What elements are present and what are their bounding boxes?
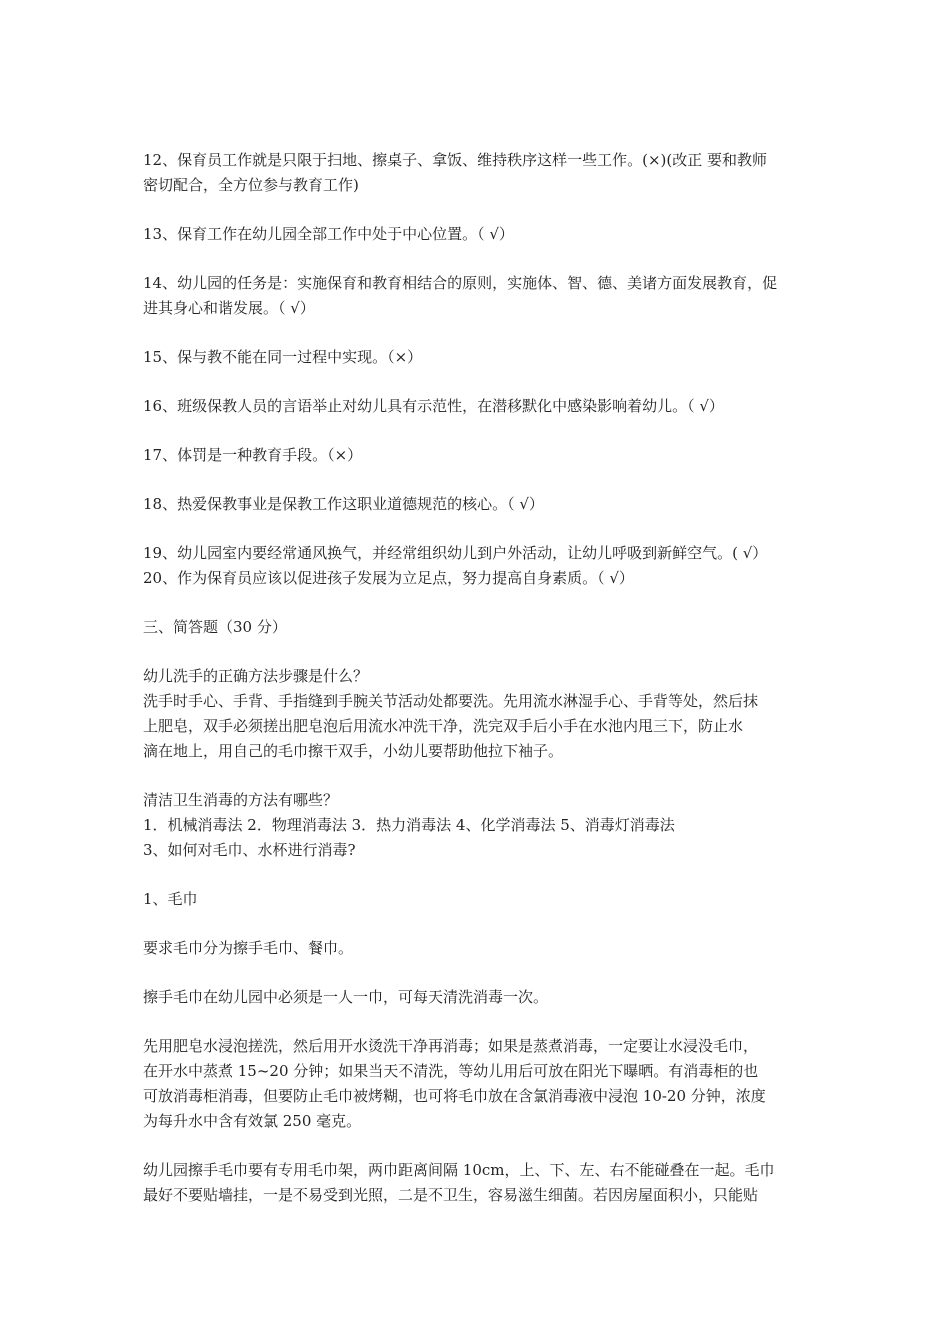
text-line: 20、作为保育员应该以促进孩子发展为立足点，努力提高自身素质。（ √） <box>143 569 634 587</box>
text-line: 1、毛巾 <box>143 890 198 908</box>
section-heading <box>143 615 808 640</box>
text-line: 三、简答题（30 分） <box>143 618 287 636</box>
text-line: 在开水中蒸煮 15~20 分钟；如果当天不清洗，等幼儿用后可放在阳光下曝晒。有消毒柜的也 <box>143 1062 759 1080</box>
text-line: 先用肥皂水浸泡搓洗，然后用开水烫洗干净再消毒；如果是蒸煮消毒，一定要让水浸没毛巾， <box>143 1037 759 1055</box>
paragraph-towel-heading <box>143 887 808 912</box>
text-line: 16、班级保教人员的言语举止对幼儿具有示范性，在潜移默化中感染影响着幼儿。（ √） <box>143 397 724 415</box>
paragraph-q12 <box>143 148 808 198</box>
paragraph-q19-q20 <box>143 541 808 591</box>
paragraph-disinfection-methods <box>143 788 808 863</box>
text-line: 18、热爱保教事业是保教工作这职业道德规范的核心。（ √） <box>143 495 544 513</box>
text-line: 进其身心和谐发展。（ √） <box>143 299 315 317</box>
paragraph-q17 <box>143 443 808 468</box>
text-line: 1．机械消毒法 2．物理消毒法 3．热力消毒法 4、化学消毒法 5、消毒灯消毒法 <box>143 816 675 834</box>
text-line: 幼儿洗手的正确方法步骤是什么？ <box>143 667 369 685</box>
paragraph-q18 <box>143 492 808 517</box>
text-line: 3、如何对毛巾、水杯进行消毒? <box>143 841 356 859</box>
text-line: 密切配合，全方位参与教育工作) <box>143 176 359 194</box>
paragraph-towel-rule <box>143 985 808 1010</box>
text-line: 15、保与教不能在同一过程中实现。（×） <box>143 348 423 366</box>
paragraph-q13 <box>143 222 808 247</box>
text-line: 清洁卫生消毒的方法有哪些？ <box>143 791 339 809</box>
text-line: 13、保育工作在幼儿园全部工作中处于中心位置。（ √） <box>143 225 514 243</box>
text-line: 要求毛巾分为擦手毛巾、餐巾。 <box>143 939 354 957</box>
document-body <box>143 148 808 1208</box>
paragraph-q15 <box>143 345 808 370</box>
paragraph-q16 <box>143 394 808 419</box>
text-line: 擦手毛巾在幼儿园中必须是一人一巾，可每天清洗消毒一次。 <box>143 988 549 1006</box>
paragraph-towel-types <box>143 936 808 961</box>
text-line: 上肥皂，双手必须搓出肥皂泡后用流水冲洗干净，洗完双手后小手在水池内甩三下，防止水 <box>143 717 744 735</box>
text-line: 14、幼儿园的任务是：实施保育和教育相结合的原则，实施体、智、德、美诸方面发展教育，促 <box>143 274 778 292</box>
text-line: 滴在地上，用自己的毛巾擦干双手，小幼儿要帮助他拉下袖子。 <box>143 742 564 760</box>
paragraph-q14 <box>143 271 808 321</box>
text-line: 12、保育员工作就是只限于扫地、擦桌子、拿饭、维持秩序这样一些工作。(×)(改正 要和教师 <box>143 151 767 169</box>
text-line: 可放消毒柜消毒，但要防止毛巾被烤糊，也可将毛巾放在含氯消毒液中浸泡 10-20 分钟，浓度 <box>143 1087 766 1105</box>
text-line: 最好不要贴墙挂，一是不易受到光照，二是不卫生，容易滋生细菌。若因房屋面积小，只能贴 <box>143 1186 759 1204</box>
text-line: 19、幼儿园室内要经常通风换气，并经常组织幼儿到户外活动，让幼儿呼吸到新鲜空气。( √） <box>143 544 768 562</box>
text-line: 幼儿园擦手毛巾要有专用毛巾架，两巾距离间隔 10cm，上、下、左、右不能碰叠在一起。毛巾 <box>143 1161 775 1179</box>
paragraph-towel-rack <box>143 1158 808 1208</box>
text-line: 17、体罚是一种教育手段。（×） <box>143 446 363 464</box>
paragraph-towel-disinfection <box>143 1034 808 1134</box>
text-line: 为每升水中含有效氯 250 毫克。 <box>143 1112 362 1130</box>
text-line: 洗手时手心、手背、手指缝到手腕关节活动处都要洗。先用流水淋湿手心、手背等处，然后抹 <box>143 692 759 710</box>
paragraph-handwashing <box>143 664 808 764</box>
